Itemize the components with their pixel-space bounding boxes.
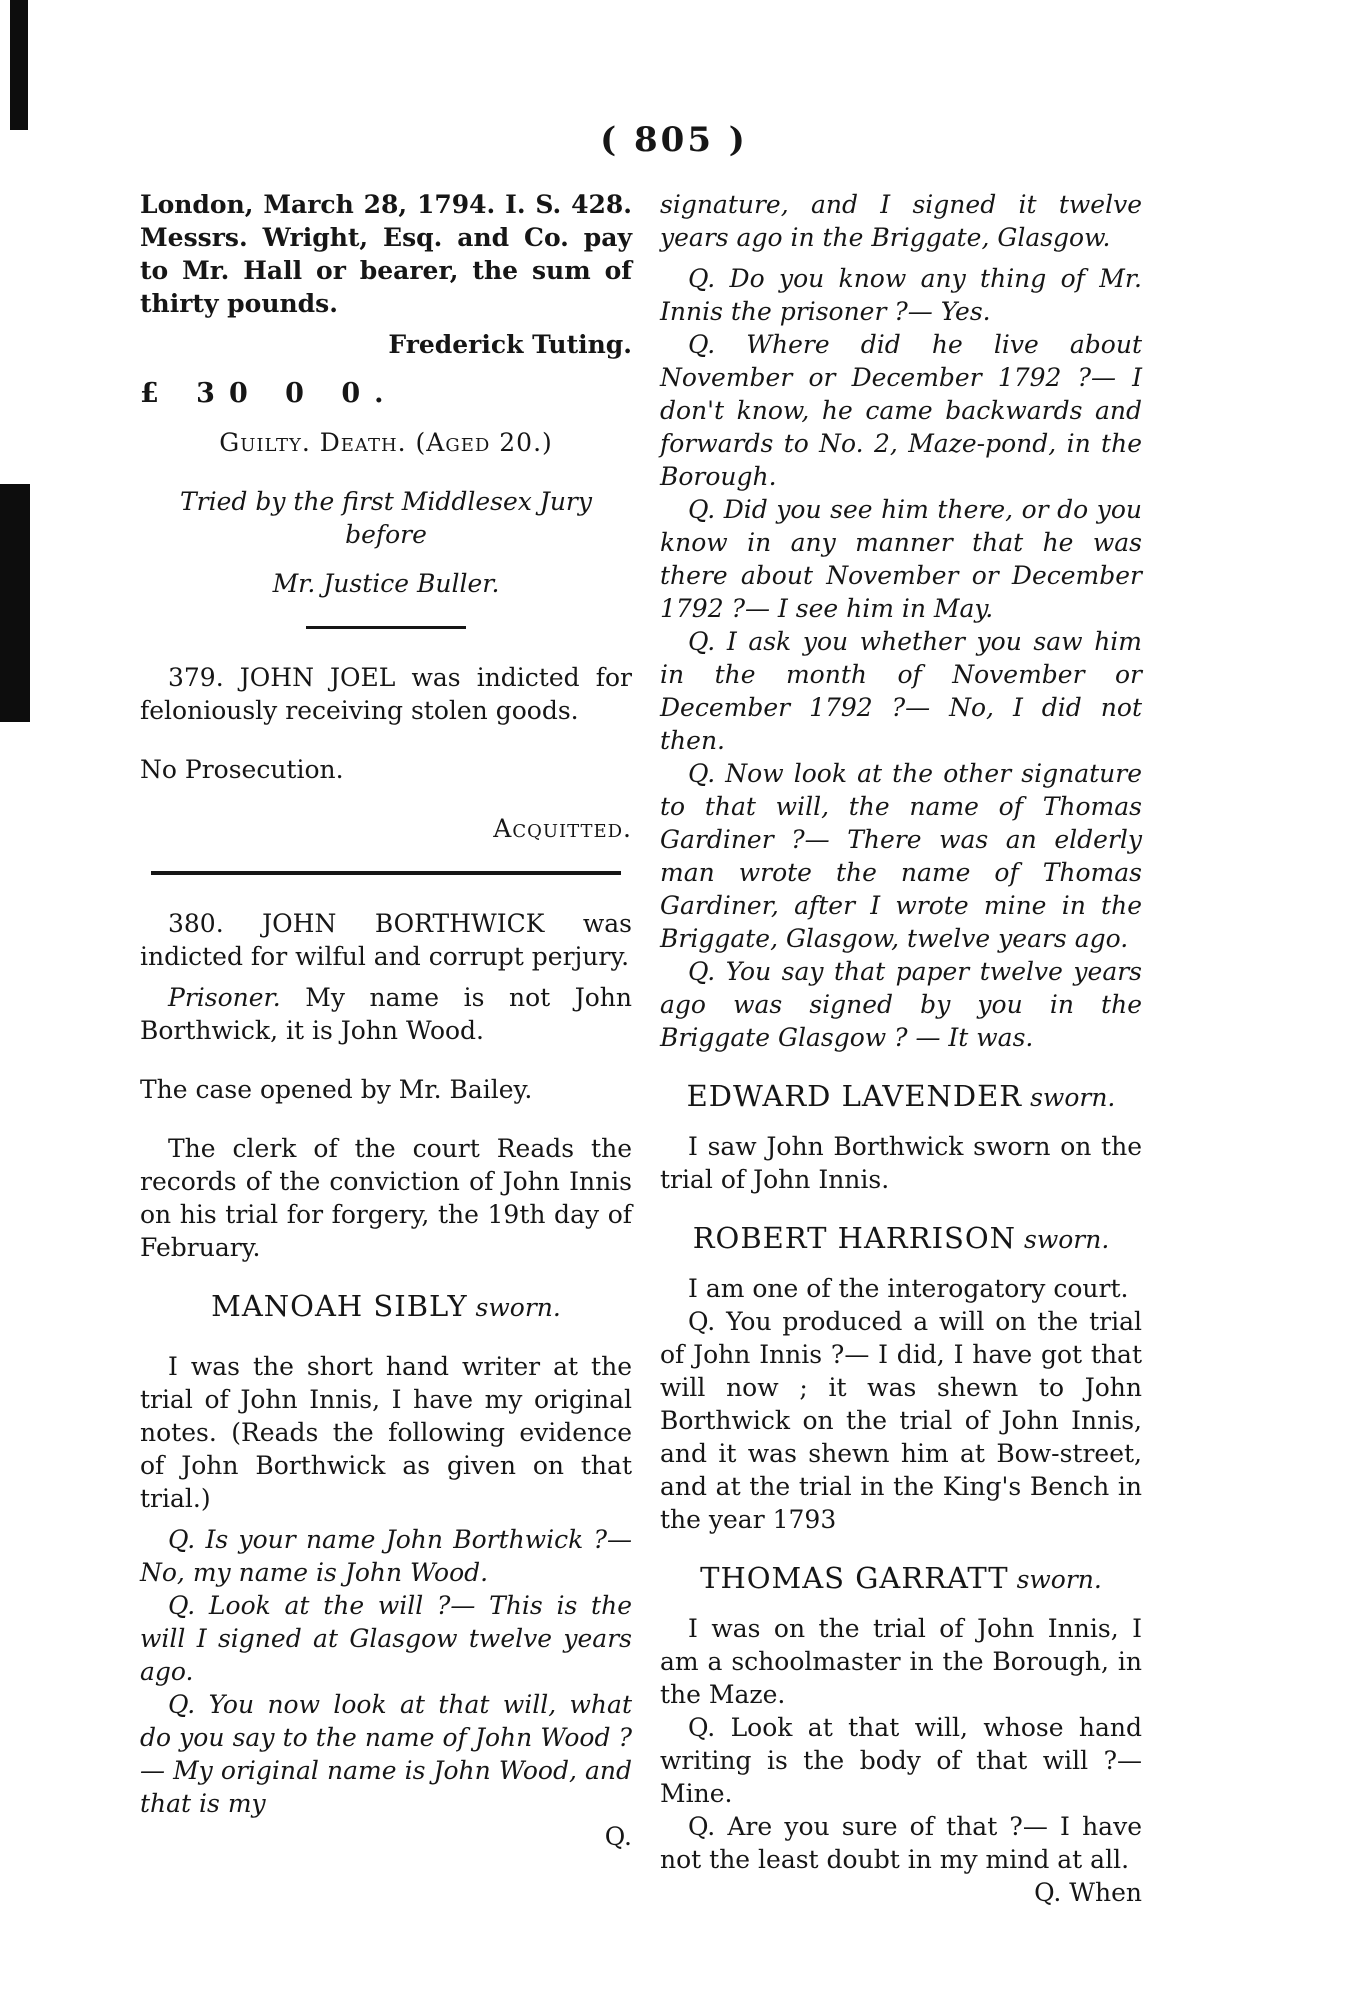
qa-12: Q. Are you sure of that ?— I have not the least doubt in my mind at all. xyxy=(660,1812,1142,1874)
harrison-testimony: I am one of the interogatory court. xyxy=(688,1274,1129,1303)
qa-6: Q. Did you see him there, or do you know in any manner that he was there about November or December 1792 ?— I see him in May. xyxy=(660,495,1142,623)
prisoner-label: Prisoner. xyxy=(168,983,281,1012)
qa-1: Q. Is your name John Borthwick ?— No, my name is John Wood. xyxy=(140,1525,632,1587)
acquitted: Acquitted. xyxy=(493,814,632,843)
scan-edge-middle xyxy=(0,484,30,722)
tried-by: Tried by the first Middlesex Jury before xyxy=(179,487,593,549)
sibly-testimony: I was the short hand writer at the trial of John Innis, I have my original notes. (Reads the following evidence of John Borthwick as given on that trial.) xyxy=(140,1352,632,1513)
prisoner-statement: My name is not John Borthwick, it is John Wood. xyxy=(140,983,632,1045)
left-column xyxy=(140,188,632,1853)
witness-name-sibly: MANOAH SIBLY xyxy=(211,1289,468,1323)
scan-edge-top xyxy=(10,0,28,130)
bill-text: London, March 28, 1794. I. S. 428. Messrs. Wright, Esq. and Co. pay to Mr. Hall or bearer, the sum of thirty pounds. xyxy=(140,190,632,318)
qa-5: Q. Where did he live about November or December 1792 ?— I don't know, he came backwards and forwards to No. 2, Maze-pond, in the Borough. xyxy=(660,330,1142,491)
garratt-testimony: I was on the trial of John Innis, I am a schoolmaster in the Borough, in the Maze. xyxy=(660,1614,1142,1709)
case-380: 380. JOHN BORTHWICK was indicted for wilful and corrupt perjury. xyxy=(140,909,632,971)
witness-name-garratt: THOMAS GARRATT xyxy=(700,1561,1009,1595)
witness-sworn-garratt: sworn. xyxy=(1016,1565,1102,1594)
qa-2: Q. Look at the will ?— This is the will I signed at Glasgow twelve years ago. xyxy=(140,1591,632,1686)
witness-sworn-harrison: sworn. xyxy=(1024,1225,1110,1254)
no-prosecution: No Prosecution. xyxy=(140,755,344,784)
bill-amount: £ 30 0 0. xyxy=(140,378,398,409)
judge: Mr. Justice Buller. xyxy=(272,569,500,598)
catchword-left: Q. xyxy=(604,1822,632,1851)
witness-sworn-lavender: sworn. xyxy=(1030,1083,1116,1112)
case-opened: The case opened by Mr. Bailey. xyxy=(140,1075,533,1104)
clerk-reads: The clerk of the court Reads the records of the conviction of John Innis on his trial for forgery, the 19th day of February. xyxy=(140,1134,632,1262)
separator-short xyxy=(306,626,466,629)
qa-4: Q. Do you know any thing of Mr. Innis the prisoner ?— Yes. xyxy=(660,264,1142,326)
qa-10: Q. You produced a will on the trial of John Innis ?— I did, I have got that will now ; it was shewn to John Borthwick on the trial of John Innis, and it was shewn him at Bow-street, and at the trial in the King's Bench in the year 1793 xyxy=(660,1307,1142,1534)
qa-8: Q. Now look at the other signature to that will, the name of Thomas Gardiner ?— There was an elderly man wrote the name of Thomas Gardiner, after I wrote mine in the Briggate, Glasgow, twelve years ago. xyxy=(660,759,1142,953)
qa-11: Q. Look at that will, whose hand writing is the body of that will ?— Mine. xyxy=(660,1713,1142,1808)
verdict: Guilty. Death. (Aged 20.) xyxy=(219,428,553,457)
separator-long xyxy=(151,871,621,875)
witness-name-harrison: ROBERT HARRISON xyxy=(692,1221,1017,1255)
lavender-testimony: I saw John Borthwick sworn on the trial of John Innis. xyxy=(660,1132,1142,1194)
catchword-right: Q. When xyxy=(1034,1878,1142,1907)
qa-7: Q. I ask you whether you saw him in the month of November or December 1792 ?— No, I did not then. xyxy=(660,627,1142,755)
qa-3: Q. You now look at that will, what do you say to the name of John Wood ?— My original name is John Wood, and that is my xyxy=(140,1690,632,1818)
bill-signature: Frederick Tuting. xyxy=(388,330,632,359)
witness-name-lavender: EDWARD LAVENDER xyxy=(686,1079,1023,1113)
page-number: ( 805 ) xyxy=(600,120,748,160)
witness-sworn-sibly: sworn. xyxy=(475,1293,561,1322)
qa-9: Q. You say that paper twelve years ago was signed by you in the Briggate Glasgow ? — It was. xyxy=(660,957,1142,1052)
continuation: signature, and I signed it twelve years ago in the Briggate, Glasgow. xyxy=(660,190,1142,252)
case-379: 379. JOHN JOEL was indicted for feloniously receiving stolen goods. xyxy=(140,663,632,725)
right-column xyxy=(660,188,1142,1909)
